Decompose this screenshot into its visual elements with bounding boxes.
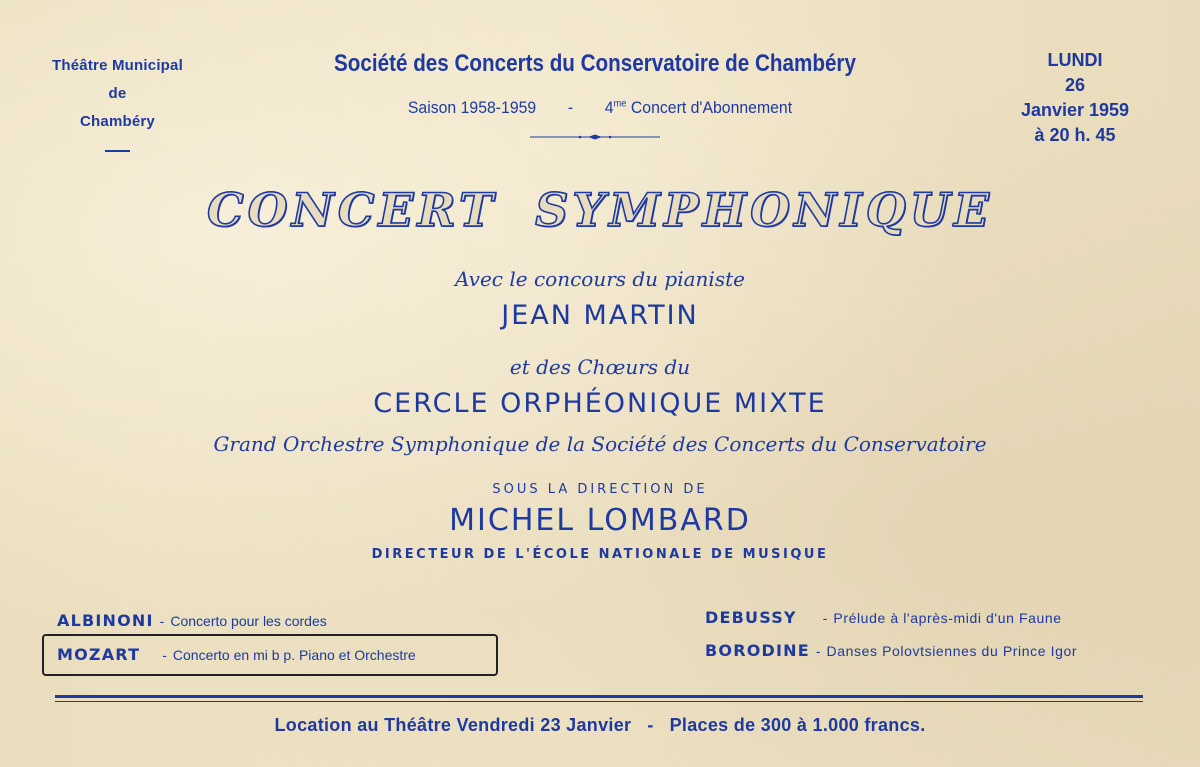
date-day: 26 xyxy=(1064,75,1086,95)
concert-number: 4 xyxy=(604,98,614,117)
footer-separator: - xyxy=(647,715,654,735)
date-weekday: LUNDI xyxy=(1047,50,1103,70)
program-work: Danses Polovtsiennes du Prince Igor xyxy=(826,643,1078,659)
program-item-highlighted xyxy=(57,645,416,664)
footer xyxy=(100,715,1100,736)
concert-number-suffix: me xyxy=(613,98,627,110)
footer-location: Location au Théâtre Vendredi 23 Janvier xyxy=(274,715,632,735)
footer-prices: Places de 300 à 1.000 francs. xyxy=(669,715,926,735)
pianist-name: JEAN MARTIN xyxy=(501,300,699,331)
choir-intro: et des Chœurs du xyxy=(509,355,691,379)
venue-block xyxy=(30,52,205,136)
program-item xyxy=(705,641,1077,660)
concert-label: Concert d'Abonnement xyxy=(630,98,793,117)
venue-divider xyxy=(105,150,130,152)
program-item xyxy=(705,608,1062,627)
program-separator: - xyxy=(162,647,167,663)
program-work: Concerto en mi b p. Piano et Orchestre xyxy=(172,647,416,663)
footer-rule-thick xyxy=(55,695,1143,698)
program-separator: - xyxy=(822,610,828,626)
program-composer: MOZART xyxy=(57,645,141,664)
date-month-year: Janvier 1959 xyxy=(1020,100,1130,120)
season-label: Saison 1958-1959 xyxy=(407,98,537,117)
footer-rule-thin xyxy=(55,701,1143,702)
program-composer: BORODINE xyxy=(705,641,810,660)
venue-line-3: Chambéry xyxy=(80,113,155,130)
season-separator: - xyxy=(567,98,574,117)
program-composer: ALBINONI xyxy=(57,611,154,630)
season-row xyxy=(321,98,879,118)
pianist-intro: Avec le concours du pianiste xyxy=(455,267,745,291)
venue-line-2: de xyxy=(108,85,127,102)
date-time: à 20 h. 45 xyxy=(1034,125,1116,145)
ornament-divider xyxy=(530,134,660,140)
venue-line-1: Théâtre Municipal xyxy=(52,57,183,74)
concert-title: CONCERT SYMPHONIQUE xyxy=(207,183,993,237)
date-block xyxy=(995,48,1155,148)
orchestra-name: Grand Orchestre Symphonique de la Société des Concerts du Conservatoire xyxy=(213,432,987,456)
program-work: Concerto pour les cordes xyxy=(170,613,327,629)
choir-name: CERCLE ORPHÉONIQUE MIXTE xyxy=(373,388,827,419)
society-name: Société des Concerts du Conservatoire de Chambéry xyxy=(334,50,856,77)
program-separator: - xyxy=(159,613,165,629)
program-composer: DEBUSSY xyxy=(705,608,797,627)
program-item xyxy=(57,611,327,630)
program-work: Prélude à l'après-midi d'un Faune xyxy=(833,610,1062,626)
concert-number-label xyxy=(605,98,792,118)
conductor-name: MICHEL LOMBARD xyxy=(449,503,751,538)
direction-intro: SOUS LA DIRECTION DE xyxy=(492,482,708,497)
conductor-title: DIRECTEUR DE L'ÉCOLE NATIONALE DE MUSIQUE xyxy=(371,547,829,562)
program-separator: - xyxy=(815,643,821,659)
